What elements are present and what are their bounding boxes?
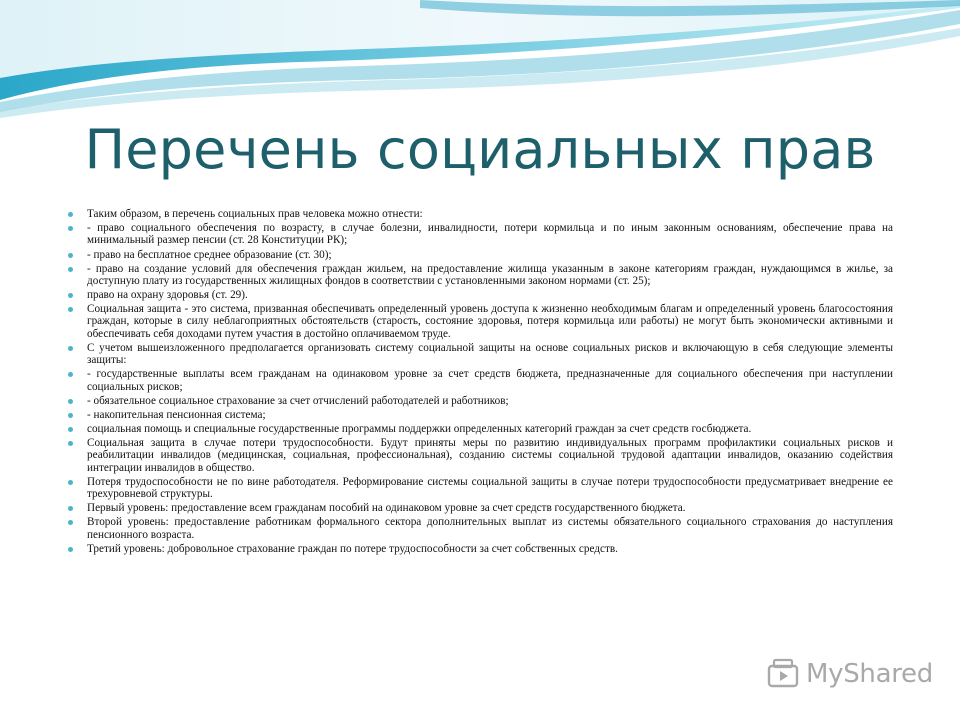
bullet-marker-icon bbox=[68, 506, 73, 511]
bullet-item bbox=[68, 437, 893, 474]
projector-icon bbox=[766, 656, 802, 692]
bullet-item bbox=[68, 516, 893, 541]
bullet-marker-icon bbox=[68, 307, 73, 312]
bullet-item bbox=[68, 368, 893, 393]
bullet-text: Первый уровень: предоставление всем гражданам пособий на одинаковом уровне за счет средств государственного бюджета. bbox=[87, 502, 686, 515]
bullet-item bbox=[68, 222, 893, 247]
bullet-item bbox=[68, 409, 893, 421]
bullet-marker-icon bbox=[68, 253, 73, 258]
slide-title: Перечень социальных прав bbox=[84, 118, 876, 181]
bullet-item bbox=[68, 249, 893, 261]
bullet-marker-icon bbox=[68, 372, 73, 377]
bullet-marker-icon bbox=[68, 226, 73, 231]
bullet-marker-icon bbox=[68, 293, 73, 298]
bullet-text: - накопительная пенсионная система; bbox=[87, 408, 266, 421]
bullet-text: Третий уровень: добровольное страхование граждан по потере трудоспособности за счет собственных средств. bbox=[87, 542, 618, 555]
bullet-text: Социальная защита - это система, призванная обеспечивать определенный уровень доступа к жизненно необходимым благам и определенный уровень благосостояния граждан, которые в силу неблагоприятных обстоятельств (старость, состояние здоровья, потеря кормильца или работы) не могут быть экономически активными и обеспечивать себя доходами путем участия в достойно оплачиваемом труде. bbox=[87, 303, 893, 340]
bullet-item bbox=[68, 208, 893, 220]
bullet-item bbox=[68, 289, 893, 301]
bullet-text: - обязательное социальное страхование за счет отчислений работодателей и работников; bbox=[87, 394, 509, 407]
bullet-text: социальная помощь и специальные государственные программы поддержки определенных категорий граждан за счет средств госбюджета. bbox=[87, 422, 752, 435]
bullet-marker-icon bbox=[68, 427, 73, 432]
bullet-item bbox=[68, 502, 893, 514]
bullet-marker-icon bbox=[68, 346, 73, 351]
bullet-marker-icon bbox=[68, 441, 73, 446]
bullet-item bbox=[68, 395, 893, 407]
bullet-text: Таким образом, в перечень социальных прав человека можно отнести: bbox=[87, 208, 423, 220]
watermark-text: MyShared bbox=[806, 659, 933, 689]
bullet-item bbox=[68, 263, 893, 288]
bullet-list bbox=[68, 208, 893, 557]
bullet-item bbox=[68, 476, 893, 501]
bullet-text: - право социального обеспечения по возрасту, в случае болезни, инвалидности, потери кормильца и по иным законным основаниям, обеспечение права на минимальный размер пенсии (ст. 28 Конституции РК); bbox=[87, 222, 893, 247]
bullet-marker-icon bbox=[68, 413, 73, 418]
bullet-text: - право на бесплатное среднее образование (ст. 30); bbox=[87, 248, 332, 261]
bullet-text: - право на создание условий для обеспечения граждан жильем, на предоставление жилища указанным в законе категориям граждан, нуждающимся в жилье, за доступную плату из государственных жилищных фондов в соответствии с установленными законом нормами (ст. 25); bbox=[87, 262, 893, 287]
bullet-text: - государственные выплаты всем гражданам на одинаковом уровне за счет средств бюджета, предназначенные для социального обеспечения при наступлении социальных рисков; bbox=[87, 368, 893, 393]
bullet-item bbox=[68, 303, 893, 340]
bullet-marker-icon bbox=[68, 212, 73, 217]
bullet-text: Потеря трудоспособности не по вине работодателя. Реформирование системы социальной защиты в случае потери трудоспособности предусматривает внедрение ее трехуровневой структуры. bbox=[87, 475, 893, 501]
bullet-marker-icon bbox=[68, 547, 73, 552]
bullet-item bbox=[68, 423, 893, 435]
bullet-text: Второй уровень: предоставление работникам формального сектора дополнительных выплат из системы обязательного социального страхования до наступления пенсионного возраста. bbox=[87, 516, 893, 541]
bullet-marker-icon bbox=[68, 480, 73, 485]
header-wave-decoration bbox=[0, 0, 960, 130]
watermark bbox=[766, 654, 933, 694]
bullet-marker-icon bbox=[68, 399, 73, 404]
bullet-text: С учетом вышеизложенного предполагается организовать систему социальной защиты на основе социальных рисков и включающую в себя следующие элементы защиты: bbox=[87, 341, 893, 367]
bullet-item bbox=[68, 543, 893, 555]
bullet-text: право на охрану здоровья (ст. 29). bbox=[87, 289, 248, 301]
bullet-text: Социальная защита в случае потери трудоспособности. Будут приняты меры по развитию индивидуальных программ профилактики социальных рисков и реабилитации инвалидов (медицинская, социальная, профессиональная), созданию системы социальной трудовой адаптации инвалидов, оказанию содействия интеграции инвалидов в общество. bbox=[87, 436, 893, 474]
bullet-marker-icon bbox=[68, 267, 73, 272]
bullet-marker-icon bbox=[68, 520, 73, 525]
bullet-item bbox=[68, 342, 893, 367]
